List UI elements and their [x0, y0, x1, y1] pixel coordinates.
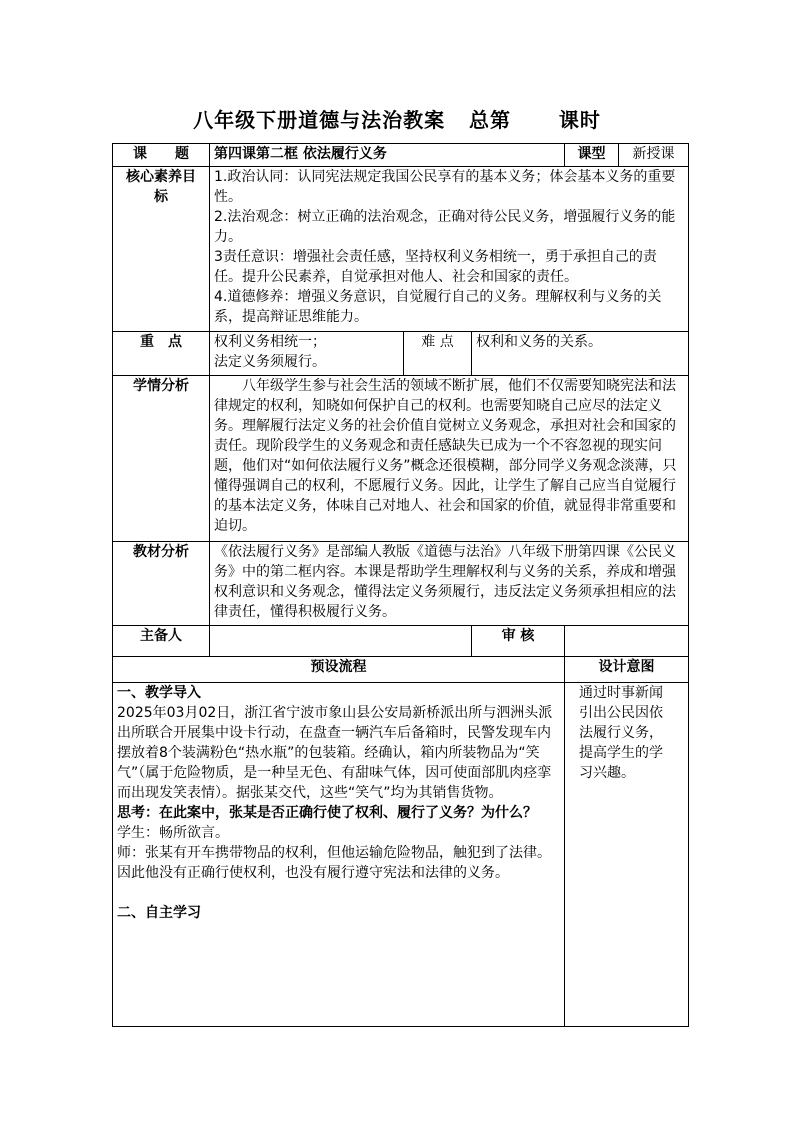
course-type-value: 新授课 — [619, 144, 689, 167]
section-self-study-heading: 二、自主学习 — [117, 905, 201, 921]
preparer-label: 主备人 — [113, 626, 210, 657]
title-main: 八年级下册道德与法治教案 — [193, 108, 446, 132]
student-response: 学生：畅所欲言。 — [117, 825, 229, 841]
key-point-label: 重 点 — [113, 332, 210, 376]
flow-header-label: 预设流程 — [113, 657, 565, 683]
course-label: 课 题 — [113, 144, 210, 167]
discussion-question: 思考：在此案中，张某是否正确行使了权利、履行了义务？为什么？ — [117, 805, 537, 821]
material-analysis-label: 教材分析 — [113, 542, 210, 626]
row-course — [113, 144, 689, 167]
student-analysis-text: 八年级学生参与社会生活的领域不断扩展，他们不仅需要知晓宪法和法律规定的权利，知晓如何保护自己的权利。也需要知晓自己应尽的法定义务。理解履行法定义务的社会价值自觉树立义务观念，承担对社会和国家的责任。现阶段学生的义务观念和责任感缺失已成为一个不容忽视的现实问题，他们对“如何依法履行义务”概念还很模糊，部分同学义务观念淡薄，只懂得强调自己的权利，不愿履行义务。因此，让学生了解自己应当自觉履行的基本法定义务，体味自己对地人、社会和国家的价值，就显得非常重要和迫切。 — [210, 376, 689, 542]
material-analysis-text: 《依法履行义务》是部编人教版《道德与法治》八年级下册第四课《公民义务》中的第二框内容。本课是帮助学生理解权利与义务的关系，养成和增强权利意识和义务观念，懂得法定义务须履行，违反法定义务须承担相应的法律责任，懂得积极履行义务。 — [210, 542, 689, 626]
course-type-label: 课型 — [565, 144, 619, 167]
goal-item-3: 3责任意识：增强社会责任感，坚持权利义务相统一，勇于承担自己的责任。提升公民素养，自觉承担对他人、社会和国家的责任。 — [214, 249, 657, 285]
reviewer-label: 审 核 — [472, 626, 565, 657]
goals-content — [210, 167, 689, 332]
teacher-explanation: 师：张某有开车携带物品的权利，但他运输危险物品，触犯到了法律。因此他没有正确行使权利，也没有履行遵守宪法和法律的义务。 — [117, 845, 551, 881]
difficult-label: 难 点 — [404, 332, 472, 376]
row-key-points — [113, 332, 689, 376]
goal-item-4: 4.道德修养：增强义务意识，自觉履行自己的义务。理解权利与义务的关系，提高辩证思维能力。 — [214, 289, 662, 325]
preparer-value — [210, 626, 472, 657]
row-flow-content — [113, 683, 689, 1027]
course-value: 第四课第二框 依法履行义务 — [210, 144, 565, 167]
row-student-analysis — [113, 376, 689, 542]
row-prepare — [113, 626, 689, 657]
row-material-analysis — [113, 542, 689, 626]
difficult-value: 权利和义务的关系。 — [472, 332, 689, 376]
student-analysis-label: 学情分析 — [113, 376, 210, 542]
news-story: 2025年03月02日，浙江省宁波市象山县公安局新桥派出所与泗洲头派出所联合开展集中设卡行动，在盘查一辆汽车后备箱时，民警发现车内摆放着8个装满粉色“热水瓶”的包装箱。经确认，箱内所装物品为“笑气”（属于危险物质，是一种呈无色、有甜味气体，因可使面部肌肉痉挛而出现发笑表情）。据张某交代，这些“笑气”均为其销售货物。 — [117, 705, 553, 801]
goals-label: 核心素养目标 — [113, 167, 210, 332]
section-intro-heading: 一、教学导入 — [117, 685, 201, 701]
title-total: 总第 — [469, 108, 512, 132]
goal-item-2: 2.法治观念：树立正确的法治观念，正确对待公民义务，增强履行义务的能力。 — [214, 209, 676, 245]
design-header-label: 设计意图 — [565, 657, 689, 683]
row-flow-header — [113, 657, 689, 683]
row-goals — [113, 167, 689, 332]
flow-content — [113, 683, 565, 1027]
lesson-plan-table — [112, 143, 689, 1027]
reviewer-value — [565, 626, 689, 657]
document-title — [0, 104, 794, 133]
title-lesson: 课时 — [558, 108, 601, 132]
key-point-value: 权利义务相统一；法定义务须履行。 — [210, 332, 404, 376]
design-intent: 通过时事新闻引出公民因依法履行义务，提高学生的学习兴趣。 — [565, 683, 689, 1027]
goal-item-1: 1.政治认同：认同宪法规定我国公民享有的基本义务；体会基本义务的重要性。 — [214, 169, 676, 205]
